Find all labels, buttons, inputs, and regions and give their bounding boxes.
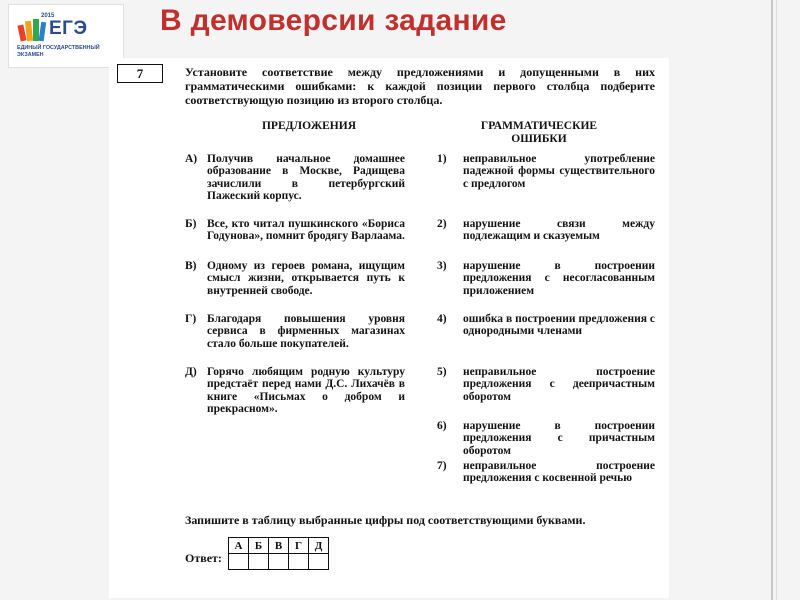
- sentence-text: Получив начальное домашнее образование в Москве, Радищева зачислили в петербургский Пажеский корпус.: [207, 153, 405, 202]
- error-number: 6): [437, 420, 447, 432]
- sentence-text: Горячо любящим родную культуру предстаёт перед нами Д.С. Лихачёв в книге «Письмах о добром и прекрасном».: [207, 366, 405, 415]
- error-item: [437, 260, 655, 312]
- error-text: неправильное построение предложения с косвенной речью: [463, 460, 655, 485]
- sentence-letter: А): [185, 153, 198, 165]
- sentence-item: [185, 260, 405, 312]
- answer-table: [228, 537, 329, 570]
- answer-cell-a[interactable]: [229, 554, 249, 570]
- answer-cell-b[interactable]: [249, 554, 269, 570]
- answer-column-header: В: [269, 538, 289, 554]
- answer-label: Ответ:: [185, 551, 222, 565]
- sentence-letter: Д): [185, 366, 197, 378]
- answer-cell-v[interactable]: [269, 554, 289, 570]
- sentence-letter: В): [185, 260, 197, 272]
- answer-column-header: Б: [249, 538, 269, 554]
- error-item: [437, 313, 655, 353]
- ege-emblem-icon: [17, 15, 47, 43]
- error-text: нарушение связи между подлежащим и сказуемым: [463, 218, 655, 243]
- error-item: [437, 366, 655, 406]
- answer-header-row: [229, 538, 329, 554]
- error-number: 5): [437, 366, 447, 378]
- exam-task-document: [109, 58, 669, 598]
- error-item: [437, 420, 655, 460]
- logo-title: ЕГЭ: [49, 18, 88, 39]
- task-number: 7: [117, 64, 163, 83]
- errors-header: ГРАММАТИЧЕСКИЕ ОШИБКИ: [480, 120, 598, 145]
- sentence-item: [185, 153, 405, 217]
- answer-column-header: А: [229, 538, 249, 554]
- answer-cell-d[interactable]: [309, 554, 329, 570]
- answer-input-row: [229, 554, 329, 570]
- sentence-text: Одному из героев романа, ищущим смысл жизни, открывается путь к внутренней свободе.: [207, 260, 405, 297]
- slide-title: В демоверсии задание: [160, 4, 507, 37]
- answer-instruction: Запишите в таблицу выбранные цифры под соответствующими буквами.: [185, 513, 586, 527]
- error-text: неправильное употребление падежной формы существительного с предлогом: [463, 153, 655, 190]
- error-text: нарушение в построении предложения с причастным оборотом: [463, 420, 655, 457]
- slide-edge-inner: [776, 0, 777, 600]
- task-instruction: Установите соответствие между предложениями и допущенными в них грамматическими ошибками: к каждой позиции первого столбца подберите соответствующую позицию из второго столбца.: [185, 65, 655, 107]
- slide-edge: [771, 0, 773, 600]
- error-number: 3): [437, 260, 447, 272]
- sentence-letter: Г): [185, 313, 197, 325]
- sentences-header: ПРЕДЛОЖЕНИЯ: [261, 120, 357, 132]
- sentence-text: Благодаря повышения уровня сервиса в фирменных магазинах стало больше покупателей.: [207, 313, 405, 350]
- answer-column-header: Д: [309, 538, 329, 554]
- error-number: 4): [437, 313, 447, 325]
- sentence-item: [185, 313, 405, 365]
- sentence-item: [185, 218, 405, 258]
- ege-logo: [8, 4, 124, 68]
- error-text: ошибка в построении предложения с однородными членами: [463, 313, 655, 338]
- error-number: 7): [437, 460, 447, 472]
- error-text: неправильное построение предложения с деепричастным оборотом: [463, 366, 655, 403]
- logo-subtitle: ЕДИНЫЙ ГОСУДАРСТВЕННЫЙ ЭКЗАМЕН: [17, 45, 100, 58]
- error-item: [437, 153, 655, 193]
- error-number: 1): [437, 153, 447, 165]
- logo-year: 2015: [41, 13, 55, 19]
- sentence-item: [185, 366, 405, 430]
- sentence-text: Все, кто читал пушкинского «Бориса Годунова», помнит бродягу Варлаама.: [207, 218, 405, 243]
- error-item: [437, 218, 655, 246]
- error-number: 2): [437, 218, 447, 230]
- error-item: [437, 460, 655, 500]
- sentence-letter: Б): [185, 218, 197, 230]
- answer-column-header: Г: [289, 538, 309, 554]
- answer-cell-g[interactable]: [289, 554, 309, 570]
- error-text: нарушение в построении предложения с несогласованным приложением: [463, 260, 655, 297]
